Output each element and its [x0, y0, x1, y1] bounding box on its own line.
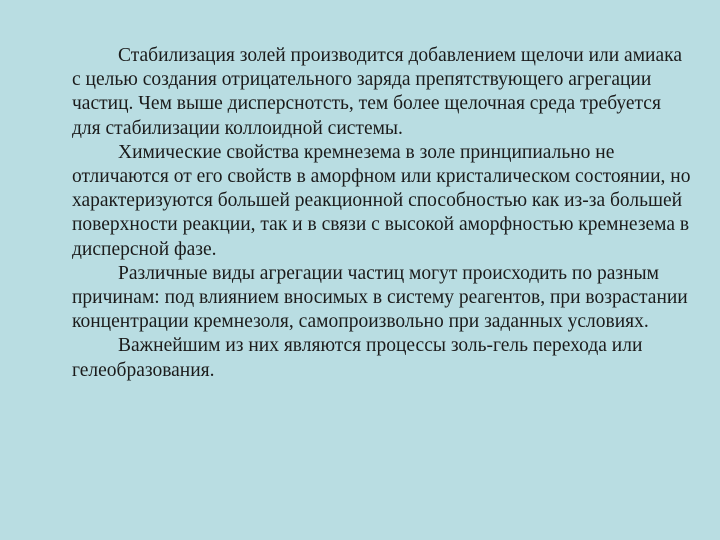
slide-body-text	[72, 44, 692, 383]
paragraph-sol-gel-transition: Важнейшим из них являются процессы золь-гель перехода или гелеобразования.	[72, 335, 643, 381]
paragraph-chemical-properties: Химические свойства кремнезема в золе принципиально не отличаются от его свойств в аморфном или кристалическом состоянии, но характеризуются большей реакционной способностью как из-за большей поверхности реакции, так и в связи с высокой аморфностью кремнезема в дисперсной фазе.	[72, 141, 691, 260]
paragraph-aggregation-types: Различные виды агрегации частиц могут происходить по разным причинам: под влиянием вносимых в систему реагентов, при возрастании концентрации кремнезоля, самопроизвольно при заданных условиях.	[72, 262, 688, 333]
paragraph-stabilization: Стабилизация золей производится добавлением щелочи или амиака с целью создания отрицательного заряда препятствующего агрегации частиц. Чем выше дисперснотсть, тем более щелочная среда требуется для стабилизации коллоидной системы.	[72, 45, 682, 139]
